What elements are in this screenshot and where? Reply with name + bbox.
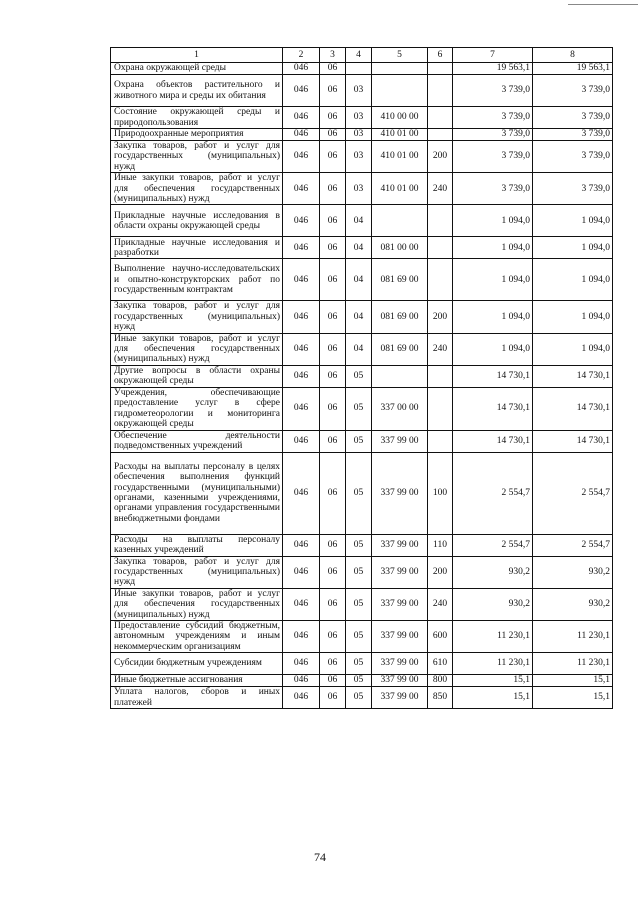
table-row: [111, 556, 613, 588]
row-value-cell: 046: [283, 687, 320, 709]
row-value-cell: 337 99 00: [372, 675, 428, 687]
row-value-cell: 3 739,0: [533, 107, 613, 129]
row-value-cell: 03: [346, 75, 372, 107]
row-name-cell: Состояние окружающей среды и природопользования: [111, 107, 283, 129]
row-value-cell: 06: [320, 534, 346, 556]
row-value-cell: 046: [283, 141, 320, 173]
row-value-cell: 15,1: [533, 687, 613, 709]
header-cell: 7: [453, 48, 533, 63]
row-value-cell: 200: [428, 556, 453, 588]
row-value-cell: 337 99 00: [372, 588, 428, 620]
row-value-cell: 1 094,0: [453, 301, 533, 333]
row-value-cell: 06: [320, 237, 346, 259]
row-value-cell: 06: [320, 301, 346, 333]
row-value-cell: 06: [320, 430, 346, 452]
row-value-cell: 240: [428, 173, 453, 205]
header-cell: 4: [346, 48, 372, 63]
table-row: [111, 301, 613, 333]
row-value-cell: 337 99 00: [372, 452, 428, 534]
row-name-cell: Расходы на выплаты персоналу казенных учреждений: [111, 534, 283, 556]
row-value-cell: 06: [320, 620, 346, 652]
table-row: [111, 675, 613, 687]
row-value-cell: 1 094,0: [533, 205, 613, 237]
row-value-cell: [428, 107, 453, 129]
row-name-cell: Природоохранные мероприятия: [111, 129, 283, 141]
row-value-cell: 930,2: [533, 556, 613, 588]
row-value-cell: 410 00 00: [372, 107, 428, 129]
row-name-cell: Предоставление субсидий бюджетным, автономным учреждениям и иным некоммерческим организациям: [111, 620, 283, 652]
row-name-cell: Иные закупки товаров, работ и услуг для обеспечения государственных (муниципальных) нужд: [111, 333, 283, 365]
row-value-cell: 100: [428, 452, 453, 534]
table-row: [111, 75, 613, 107]
row-value-cell: 046: [283, 173, 320, 205]
table-row: [111, 173, 613, 205]
row-value-cell: 03: [346, 141, 372, 173]
header-cell: 8: [533, 48, 613, 63]
row-value-cell: 06: [320, 63, 346, 75]
row-value-cell: 3 739,0: [533, 141, 613, 173]
row-value-cell: 11 230,1: [453, 620, 533, 652]
table-row: [111, 588, 613, 620]
row-value-cell: 337 99 00: [372, 653, 428, 675]
row-value-cell: 046: [283, 63, 320, 75]
row-value-cell: 046: [283, 653, 320, 675]
row-value-cell: [428, 365, 453, 387]
row-value-cell: 06: [320, 387, 346, 430]
row-value-cell: [372, 205, 428, 237]
table-body: [111, 63, 613, 709]
table-row: [111, 259, 613, 301]
row-value-cell: 1 094,0: [453, 205, 533, 237]
row-value-cell: 06: [320, 129, 346, 141]
table-header: [111, 48, 613, 63]
row-value-cell: 19 563,1: [533, 63, 613, 75]
row-value-cell: 046: [283, 129, 320, 141]
row-value-cell: 15,1: [453, 687, 533, 709]
row-value-cell: 11 230,1: [453, 653, 533, 675]
row-value-cell: 800: [428, 675, 453, 687]
row-value-cell: 11 230,1: [533, 653, 613, 675]
row-value-cell: 04: [346, 237, 372, 259]
row-value-cell: 410 01 00: [372, 173, 428, 205]
row-value-cell: 046: [283, 556, 320, 588]
row-value-cell: 1 094,0: [533, 237, 613, 259]
row-value-cell: 610: [428, 653, 453, 675]
row-name-cell: Прикладные научные исследования и разработки: [111, 237, 283, 259]
row-value-cell: [428, 259, 453, 301]
row-value-cell: 240: [428, 588, 453, 620]
row-value-cell: 337 99 00: [372, 430, 428, 452]
header-cell: 5: [372, 48, 428, 63]
row-name-cell: Закупка товаров, работ и услуг для государственных (муниципальных) нужд: [111, 301, 283, 333]
header-cell: 1: [111, 48, 283, 63]
table-row: [111, 333, 613, 365]
row-name-cell: Закупка товаров, работ и услуг для государственных (муниципальных) нужд: [111, 141, 283, 173]
row-value-cell: 3 739,0: [453, 75, 533, 107]
table-row: [111, 141, 613, 173]
row-value-cell: 2 554,7: [453, 452, 533, 534]
row-value-cell: 1 094,0: [533, 259, 613, 301]
row-value-cell: 06: [320, 687, 346, 709]
row-value-cell: 240: [428, 333, 453, 365]
row-value-cell: 06: [320, 259, 346, 301]
row-value-cell: 410 01 00: [372, 141, 428, 173]
row-value-cell: 05: [346, 534, 372, 556]
row-value-cell: 03: [346, 107, 372, 129]
row-value-cell: 06: [320, 556, 346, 588]
row-value-cell: [428, 205, 453, 237]
row-value-cell: 200: [428, 301, 453, 333]
row-value-cell: 15,1: [533, 675, 613, 687]
row-value-cell: 04: [346, 259, 372, 301]
row-value-cell: 337 99 00: [372, 620, 428, 652]
row-name-cell: Закупка товаров, работ и услуг для государственных (муниципальных) нужд: [111, 556, 283, 588]
row-value-cell: 06: [320, 675, 346, 687]
row-value-cell: [428, 237, 453, 259]
row-value-cell: [372, 75, 428, 107]
table-row: [111, 63, 613, 75]
row-value-cell: 05: [346, 620, 372, 652]
row-value-cell: 19 563,1: [453, 63, 533, 75]
row-value-cell: 06: [320, 173, 346, 205]
table-row: [111, 653, 613, 675]
row-name-cell: Обеспечение деятельности подведомственных учреждений: [111, 430, 283, 452]
row-value-cell: [428, 75, 453, 107]
row-value-cell: 046: [283, 75, 320, 107]
row-value-cell: [428, 63, 453, 75]
row-name-cell: Уплата налогов, сборов и иных платежей: [111, 687, 283, 709]
row-value-cell: 03: [346, 173, 372, 205]
row-value-cell: 11 230,1: [533, 620, 613, 652]
row-name-cell: Выполнение научно-исследовательских и опытно-конструкторских работ по государственным контрактам: [111, 259, 283, 301]
row-value-cell: 05: [346, 556, 372, 588]
row-value-cell: 06: [320, 141, 346, 173]
row-value-cell: 930,2: [453, 588, 533, 620]
budget-table: [110, 47, 613, 709]
row-value-cell: 06: [320, 333, 346, 365]
row-value-cell: 3 739,0: [533, 75, 613, 107]
header-cell: 6: [428, 48, 453, 63]
row-value-cell: 600: [428, 620, 453, 652]
row-name-cell: Другие вопросы в области охраны окружающей среды: [111, 365, 283, 387]
row-value-cell: 046: [283, 620, 320, 652]
row-value-cell: 06: [320, 588, 346, 620]
row-value-cell: 14 730,1: [453, 365, 533, 387]
row-value-cell: 05: [346, 687, 372, 709]
row-value-cell: 05: [346, 430, 372, 452]
table-row: [111, 620, 613, 652]
row-value-cell: 04: [346, 205, 372, 237]
row-value-cell: 337 00 00: [372, 387, 428, 430]
row-value-cell: 05: [346, 675, 372, 687]
row-value-cell: 3 739,0: [533, 129, 613, 141]
row-value-cell: 14 730,1: [533, 430, 613, 452]
row-value-cell: 337 99 00: [372, 556, 428, 588]
row-value-cell: 2 554,7: [453, 534, 533, 556]
table-row: [111, 387, 613, 430]
row-value-cell: [428, 430, 453, 452]
row-value-cell: 046: [283, 365, 320, 387]
row-value-cell: 081 69 00: [372, 259, 428, 301]
row-value-cell: [372, 365, 428, 387]
row-value-cell: 850: [428, 687, 453, 709]
row-value-cell: 081 69 00: [372, 301, 428, 333]
row-value-cell: 046: [283, 301, 320, 333]
row-value-cell: 046: [283, 387, 320, 430]
row-value-cell: 046: [283, 259, 320, 301]
row-value-cell: 05: [346, 365, 372, 387]
row-value-cell: 046: [283, 534, 320, 556]
row-value-cell: 14 730,1: [453, 430, 533, 452]
row-value-cell: 2 554,7: [533, 534, 613, 556]
row-name-cell: Расходы на выплаты персоналу в целях обеспечения выполнения функций государственными (муниципальными) органами, казенными учреждениями, органами управления государственными внебюджетными фондами: [111, 452, 283, 534]
row-value-cell: 14 730,1: [453, 387, 533, 430]
row-value-cell: 3 739,0: [533, 173, 613, 205]
row-value-cell: [372, 63, 428, 75]
row-value-cell: 081 00 00: [372, 237, 428, 259]
row-name-cell: Учреждения, обеспечивающие предоставление услуг в сфере гидрометеорологии и мониторинга окружающей среды: [111, 387, 283, 430]
row-value-cell: 3 739,0: [453, 107, 533, 129]
row-value-cell: 1 094,0: [533, 301, 613, 333]
table-row: [111, 452, 613, 534]
row-value-cell: 3 739,0: [453, 129, 533, 141]
table-row: [111, 430, 613, 452]
row-value-cell: 05: [346, 387, 372, 430]
row-value-cell: 05: [346, 653, 372, 675]
row-value-cell: 15,1: [453, 675, 533, 687]
row-value-cell: 06: [320, 365, 346, 387]
table-row: [111, 107, 613, 129]
row-value-cell: 06: [320, 75, 346, 107]
row-value-cell: 046: [283, 205, 320, 237]
row-value-cell: 337 99 00: [372, 534, 428, 556]
row-name-cell: Иные закупки товаров, работ и услуг для обеспечения государственных (муниципальных) нужд: [111, 588, 283, 620]
top-rule: [568, 4, 638, 5]
row-name-cell: Иные бюджетные ассигнования: [111, 675, 283, 687]
row-value-cell: 046: [283, 588, 320, 620]
row-value-cell: 06: [320, 653, 346, 675]
row-name-cell: Иные закупки товаров, работ и услуг для обеспечения государственных (муниципальных) нужд: [111, 173, 283, 205]
row-value-cell: 06: [320, 205, 346, 237]
header-cell: 3: [320, 48, 346, 63]
row-value-cell: 110: [428, 534, 453, 556]
row-value-cell: 930,2: [533, 588, 613, 620]
table-row: [111, 365, 613, 387]
row-name-cell: Охрана окружающей среды: [111, 63, 283, 75]
row-value-cell: 046: [283, 430, 320, 452]
row-value-cell: 3 739,0: [453, 141, 533, 173]
row-value-cell: 046: [283, 237, 320, 259]
row-value-cell: 410 01 00: [372, 129, 428, 141]
header-cell: 2: [283, 48, 320, 63]
row-value-cell: [428, 387, 453, 430]
row-value-cell: 1 094,0: [533, 333, 613, 365]
row-value-cell: 046: [283, 452, 320, 534]
row-value-cell: 930,2: [453, 556, 533, 588]
row-value-cell: 337 99 00: [372, 687, 428, 709]
row-value-cell: 04: [346, 333, 372, 365]
row-value-cell: 06: [320, 452, 346, 534]
table-row: [111, 237, 613, 259]
row-value-cell: 05: [346, 588, 372, 620]
row-value-cell: 14 730,1: [533, 387, 613, 430]
header-row: [111, 48, 613, 63]
row-value-cell: 2 554,7: [533, 452, 613, 534]
table-row: [111, 687, 613, 709]
row-value-cell: 1 094,0: [453, 237, 533, 259]
row-value-cell: 03: [346, 129, 372, 141]
table-row: [111, 205, 613, 237]
row-value-cell: 06: [320, 107, 346, 129]
table-row: [111, 534, 613, 556]
page-number: 74: [314, 850, 326, 864]
row-name-cell: Охрана объектов растительного и животного мира и среды их обитания: [111, 75, 283, 107]
row-value-cell: 04: [346, 301, 372, 333]
row-value-cell: 081 69 00: [372, 333, 428, 365]
table-row: [111, 129, 613, 141]
row-value-cell: 14 730,1: [533, 365, 613, 387]
row-value-cell: [428, 129, 453, 141]
row-value-cell: 3 739,0: [453, 173, 533, 205]
row-value-cell: 046: [283, 333, 320, 365]
row-value-cell: 05: [346, 452, 372, 534]
row-value-cell: 046: [283, 675, 320, 687]
row-value-cell: 1 094,0: [453, 333, 533, 365]
row-name-cell: Субсидии бюджетным учреждениям: [111, 653, 283, 675]
row-value-cell: 1 094,0: [453, 259, 533, 301]
row-value-cell: 046: [283, 107, 320, 129]
row-value-cell: [346, 63, 372, 75]
row-value-cell: 200: [428, 141, 453, 173]
row-name-cell: Прикладные научные исследования в области охраны окружающей среды: [111, 205, 283, 237]
